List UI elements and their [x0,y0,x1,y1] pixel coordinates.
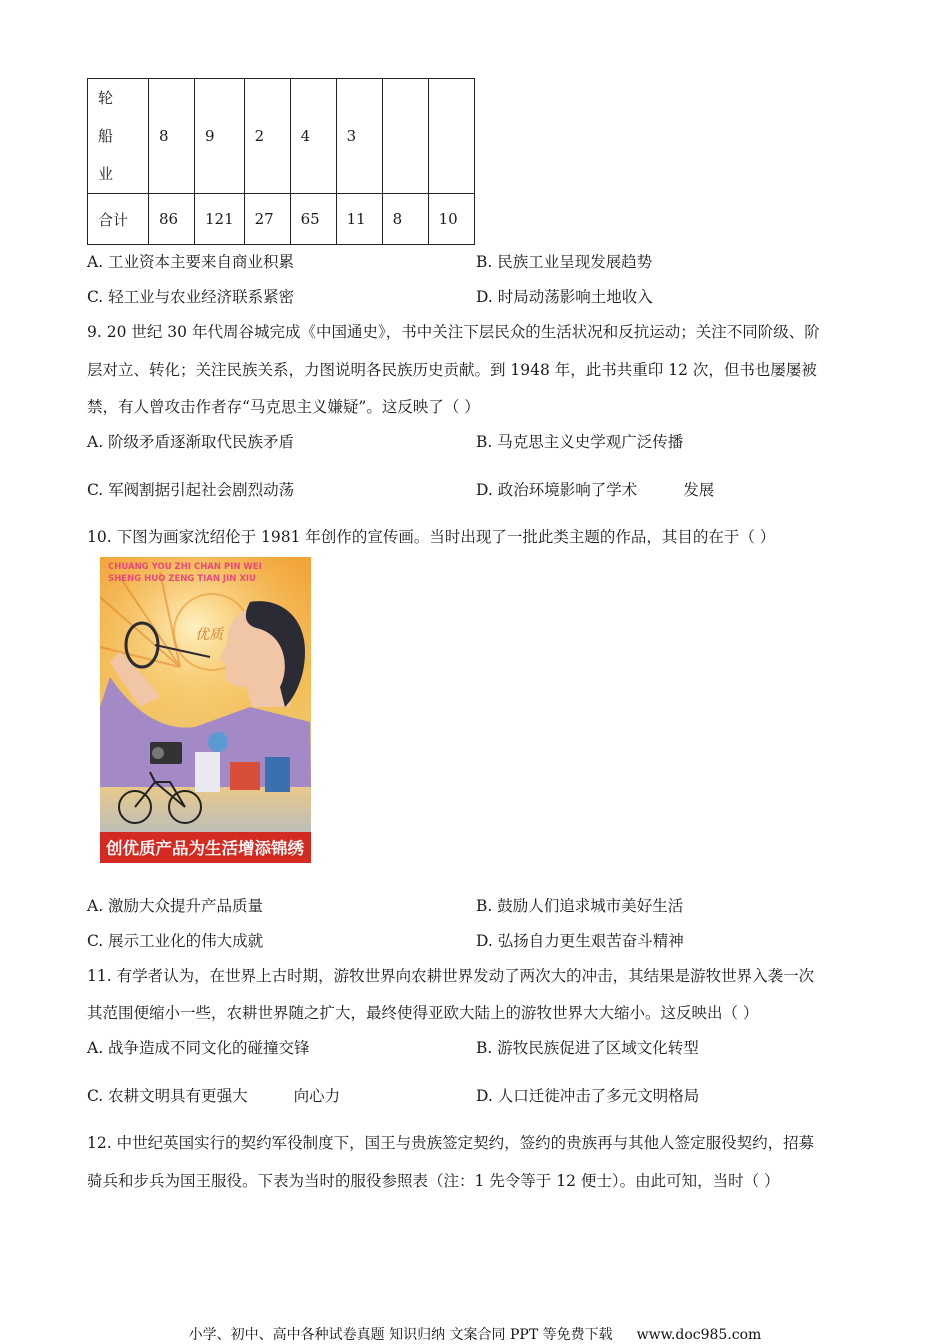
table-cell: 27 [244,194,290,245]
poster-pinyin-line2: SHENG HUO ZENG TIAN JIN XIU [108,574,256,584]
q11-option-a[interactable]: A. 战争造成不同文化的碰撞交锋 [87,1039,310,1057]
poster-slogan: 创优质产品为生活增添锦绣 [106,839,304,858]
footer-url[interactable]: www.doc985.com [636,1327,762,1343]
q9-option-a[interactable]: A. 阶级矛盾逐渐取代民族矛盾 [87,433,295,451]
propaganda-poster [100,557,311,863]
table-cell [428,79,474,194]
q8-option-a[interactable]: A. 工业资本主要来自商业积累 [87,253,295,271]
row-label [88,79,149,194]
q8-option-c[interactable]: C. 轻工业与农业经济联系紧密 [87,288,295,306]
q8-option-b[interactable]: B. 民族工业呈现发展趋势 [476,253,653,271]
q9-option-c[interactable]: C. 军阀割据引起社会剧烈动荡 [87,481,295,499]
q11-option-c[interactable] [87,1084,340,1106]
table-cell: 86 [149,194,195,245]
row-label-line2: 业 [98,165,122,183]
q9-stem-line: 9. 20 世纪 30 年代周谷城完成《中国通史》，书中关注下层民众的生活状况和反抗运动；关注不同阶级、阶 [87,323,820,341]
page-footer [0,1324,950,1344]
table-cell: 121 [195,194,245,245]
row-label: 合计 [88,194,149,245]
footer-text: 小学、初中、高中各种试卷真题 知识归纳 文案合同 PPT 等免费下载 [188,1327,613,1343]
table-cell: 4 [290,79,336,194]
table-cell: 11 [336,194,382,245]
q11-option-c-part1: C. 农耕文明具有更强大 [87,1087,248,1105]
table-row [88,194,475,245]
q12-stem-line: 骑兵和步兵为国王服役。下表为当时的服役参照表（注：1 先令等于 12 便士）。由此可知，当时（ ） [87,1172,780,1190]
q11-option-c-part2: 向心力 [293,1087,341,1105]
q9-option-b[interactable]: B. 马克思主义史学观广泛传播 [476,433,684,451]
table-cell: 10 [428,194,474,245]
q11-stem-line: 其范围便缩小一些，农耕世界随之扩大，最终使得亚欧大陆上的游牧世界大大缩小。这反映出（ ） [87,1004,759,1022]
q11-stem-line: 11. 有学者认为，在世界上古时期，游牧世界向农耕世界发动了两次大的冲击，其结果是游牧世界入袭一次 [87,967,815,985]
table-cell: 2 [244,79,290,194]
q9-option-d-part2: 发展 [683,481,715,499]
q8-option-d[interactable]: D. 时局动荡影响土地收入 [476,288,653,306]
q9-stem-line: 层对立、转化；关注民族关系，力图说明各民族历史贡献。到 1948 年，此书共重印 12 次，但书也屡屡被 [87,361,817,379]
q10-option-c[interactable]: C. 展示工业化的伟大成就 [87,932,264,950]
poster-pinyin-line1: CHUANG YOU ZHI CHAN PIN WEI [108,562,262,572]
q10-stem: 10. 下图为画家沈绍伦于 1981 年创作的宣传画。当时出现了一批此类主题的作品，其目的在于（ ） [87,528,776,546]
q10-option-d[interactable]: D. 弘扬自力更生艰苦奋斗精神 [476,932,684,950]
industry-table [87,78,475,245]
poster-illustration [100,557,311,863]
table-cell: 9 [195,79,245,194]
table-row [88,79,475,194]
q12-stem-line: 12. 中世纪英国实行的契约军役制度下，国王与贵族签定契约，签约的贵族再与其他人签定服役契约，招募 [87,1134,815,1152]
table-cell: 65 [290,194,336,245]
table-cell: 8 [149,79,195,194]
row-label-line1: 轮船 [98,89,122,145]
table-cell [382,79,428,194]
q11-option-d[interactable]: D. 人口迁徙冲击了多元文明格局 [476,1087,700,1105]
q9-stem-line: 禁，有人曾攻击作者存“马克思主义嫌疑”。这反映了（ ） [87,398,480,416]
table-cell: 8 [382,194,428,245]
q11-option-b[interactable]: B. 游牧民族促进了区域文化转型 [476,1039,699,1057]
poster-emblem-text: 优质 [195,627,223,643]
table-cell: 3 [336,79,382,194]
q9-option-d-part1: D. 政治环境影响了学术 [476,481,638,499]
q10-option-b[interactable]: B. 鼓励人们追求城市美好生活 [476,897,684,915]
q9-option-d[interactable] [476,478,714,500]
q10-option-a[interactable]: A. 激励大众提升产品质量 [87,897,264,915]
